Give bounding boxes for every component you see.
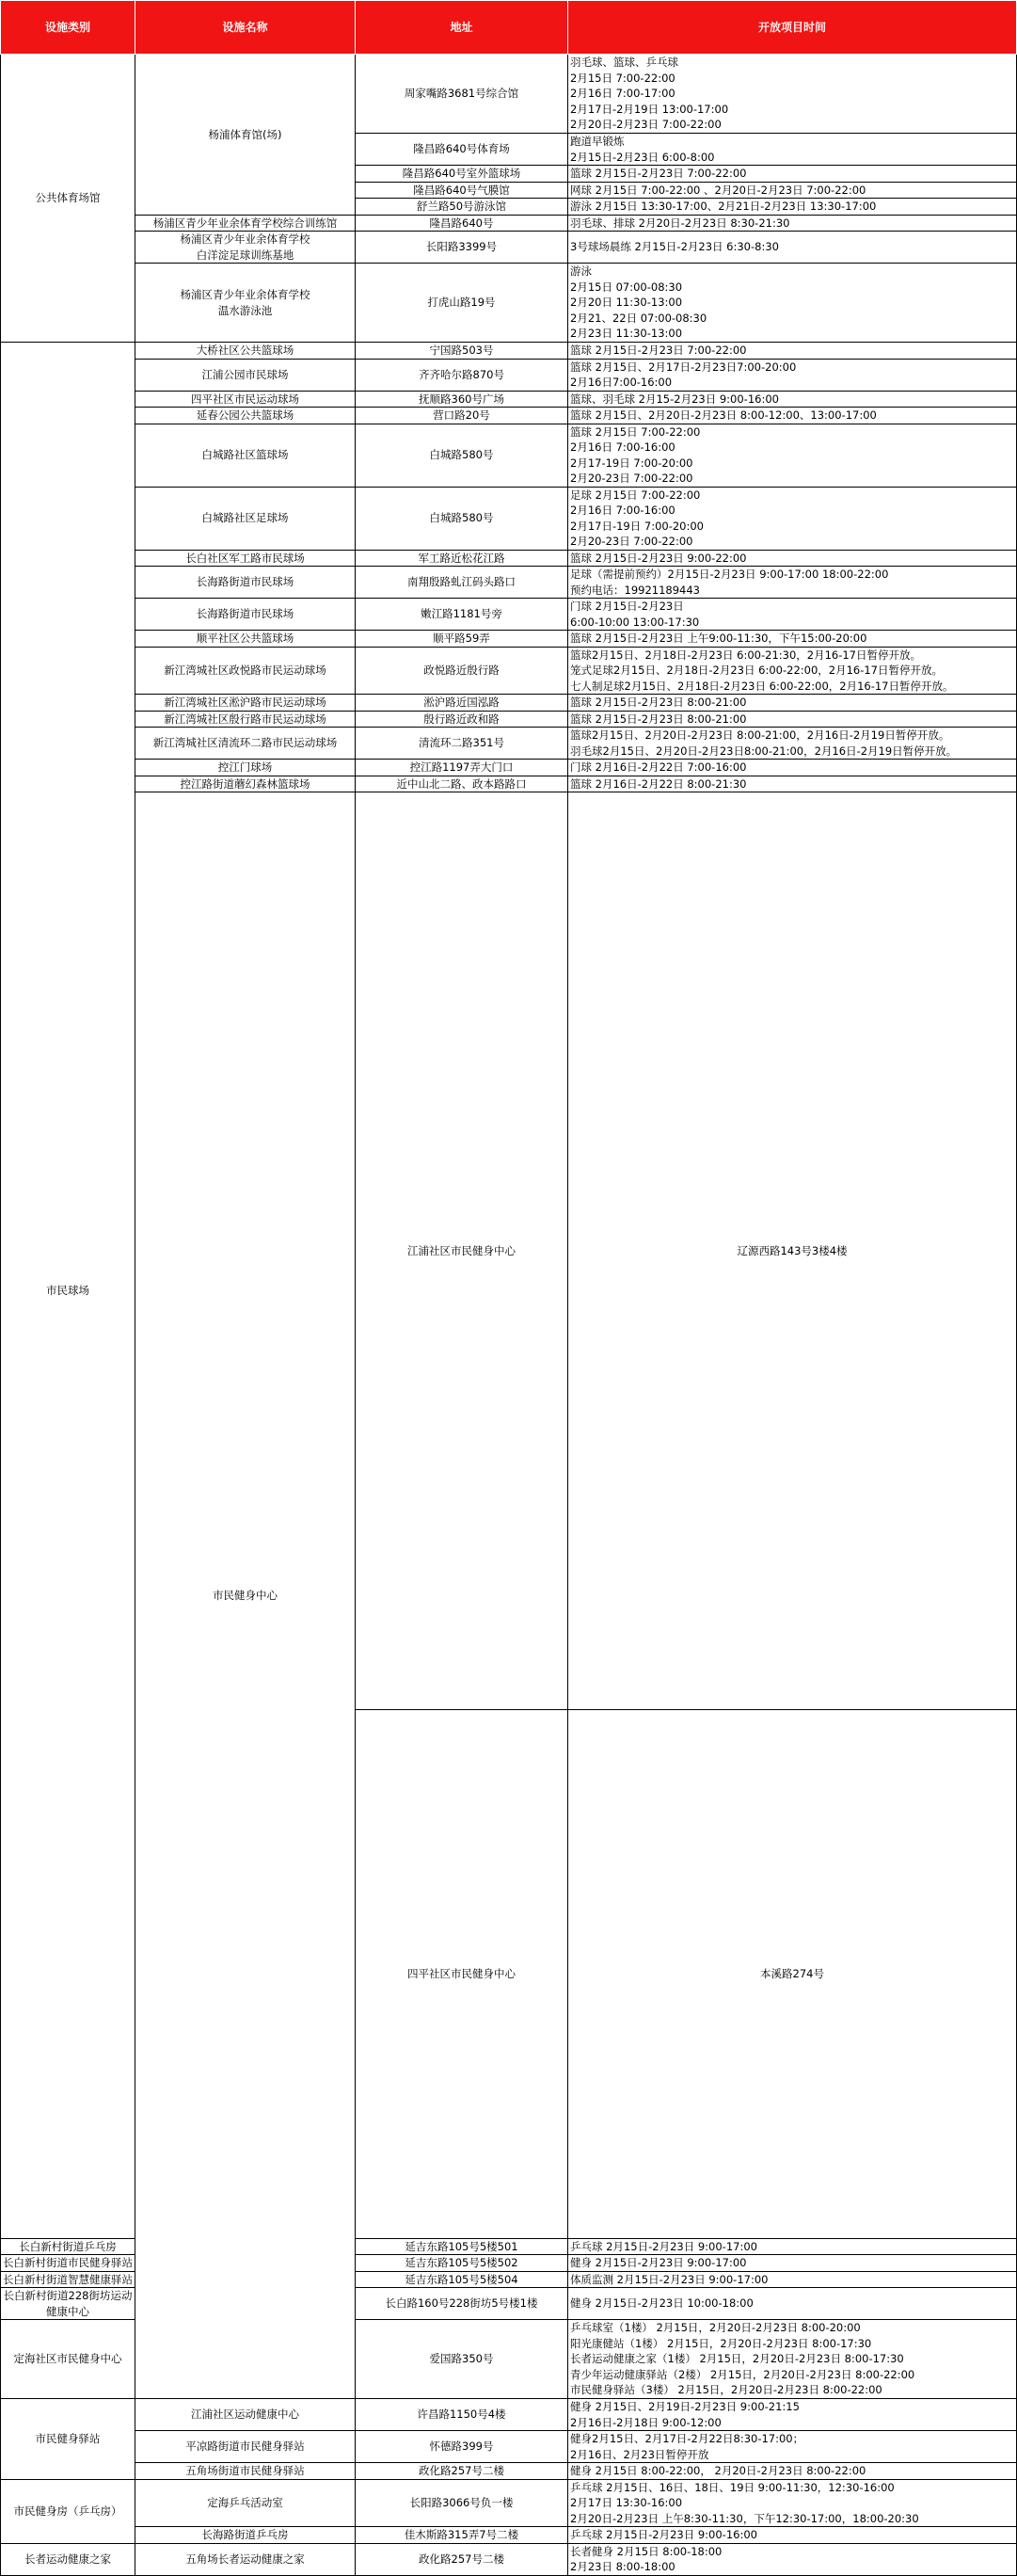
facility-name-cell: 杨浦区青少年业余体育学校综合训练馆 [135,215,356,232]
facility-name-cell: 新江湾城社区政悦路市民运动球场 [135,647,356,695]
facility-name-cell: 四平社区市民运动球场 [135,391,356,408]
opening-hours-cell: 篮球、羽毛球 2月15-2月23日 9:00-16:00 [568,391,1017,408]
opening-hours-cell: 篮球 2月15日、2月17日-2月23日7:00-20:00 2月16日7:00-16:00 [568,359,1017,391]
table-row [1,487,1017,550]
facility-name-cell: 长白新村街道228街坊运动健康中心 [1,2288,135,2320]
table-row [1,760,1017,776]
facility-name-cell: 长白新村街道市民健身驿站 [1,2255,135,2272]
facility-name-cell: 长海路街道乒乓房 [135,2527,356,2544]
table-row [1,567,1017,599]
address-cell: 延吉东路105号5楼502 [356,2255,568,2272]
table-row [1,695,1017,712]
table-row [1,792,1017,1710]
address-cell: 许昌路1150号4楼 [356,2399,568,2431]
opening-hours-cell: 乒乓球室（1楼） 2月15日，2月20日-2月23日 8:00-20:00 阳光康健站（1楼） 2月15日，2月20日-2月23日 8:00-17:30 长者运动健康之家（1楼） 2月15日，2月20日-2月23日 8:00-17:30 青少年运动健康驿站（2楼） 2月15日，2月20日-2月23日 8:00-22:00 市民健身驿站（3楼） 2月15日，2月20日-2月23日 8:00-22:00 [568,2320,1017,2399]
address-cell: 本溪路274号 [568,1709,1017,2238]
facility-name-cell: 五角场街道市民健身驿站 [135,2463,356,2480]
opening-hours-cell: 羽毛球、篮球、乒乓球 2月15日 7:00-22:00 2月16日 7:00-17:00 2月17日-2月19日 13:00-17:00 2月20日-2月23日 7:00-22:00 [568,55,1017,134]
facility-category-cell: 公共体育场馆 [1,55,135,343]
address-cell: 爱国路350号 [356,2320,568,2399]
address-cell: 延吉东路105号5楼504 [356,2271,568,2288]
opening-hours-cell: 乒乓球 2月15日-2月23日 9:00-16:00 [568,2527,1017,2544]
address-cell: 军工路近松花江路 [356,550,568,567]
address-cell: 政悦路近殷行路 [356,647,568,695]
address-cell: 白城路580号 [356,487,568,550]
facility-category-cell: 市民健身驿站 [1,2399,135,2480]
table-row [1,631,1017,648]
address-cell: 顺平路59弄 [356,631,568,648]
table-row [1,424,1017,487]
opening-hours-cell: 篮球2月15日、2月20日-2月23日 8:00-21:00，2月16日-2月19日暂停开放。 羽毛球2月15日、2月20日-2月23日8:00-21:00，2月16日-2月19日暂停开放。 [568,728,1017,760]
facility-name-cell: 定海乒乓活动室 [135,2479,356,2527]
opening-hours-cell: 篮球 2月15日-2月23日 7:00-22:00 [568,343,1017,360]
facility-name-cell: 延春公园公共篮球场 [135,408,356,424]
address-cell: 打虎山路19号 [356,264,568,343]
facility-name-cell: 新江湾城社区殷行路市民运动球场 [135,711,356,728]
facility-name-cell: 长海路街道市民球场 [135,567,356,599]
address-cell: 政化路257号二楼 [356,2543,568,2575]
opening-hours-cell: 门球 2月15日-2月23日 6:00-10:00 13:00-17:30 [568,599,1017,631]
address-cell: 辽源西路143号3楼4楼 [568,792,1017,1710]
facility-name-cell: 白城路社区篮球场 [135,424,356,487]
facility-name-cell: 控江门球场 [135,760,356,776]
table-row [1,776,1017,792]
facility-name-cell: 杨浦区青少年业余体育学校 温水游泳池 [135,264,356,343]
opening-hours-cell: 篮球 2月15日-2月23日 8:00-21:00 [568,711,1017,728]
table-row [1,2479,1017,2527]
table-row [1,2527,1017,2544]
table-row [1,2431,1017,2463]
facility-name-cell: 长白新村街道智慧健康驿站 [1,2271,135,2288]
facility-name-cell: 长海路街道市民球场 [135,599,356,631]
address-cell: 舒兰路50号游泳馆 [356,199,568,216]
facility-name-cell: 新江湾城社区清流环二路市民运动球场 [135,728,356,760]
opening-hours-cell: 篮球 2月15日-2月23日 上午9:00-11:30，下午15:00-20:00 [568,631,1017,648]
opening-hours-cell: 健身 2月15日-2月23日 9:00-17:00 [568,2255,1017,2272]
address-cell: 齐齐哈尔路870号 [356,359,568,391]
address-cell: 宁国路503号 [356,343,568,360]
header-facility-name: 设施名称 [135,1,356,55]
address-cell: 隆昌路640号气膜馆 [356,182,568,199]
address-cell: 控江路1197弄大门口 [356,760,568,776]
opening-hours-cell: 乒乓球 2月15日、16日、18日、19日 9:00-11:30，12:30-16:00 2月17日 13:30-16:00 2月20日-2月23日 上午8:30-11:30，下午12:30-17:00，18:00-20:30 [568,2479,1017,2527]
address-cell: 延吉东路105号5楼501 [356,2238,568,2255]
facility-name-cell: 顺平社区公共篮球场 [135,631,356,648]
address-cell: 抚顺路360号广场 [356,391,568,408]
facility-name-cell: 定海社区市民健身中心 [1,2320,135,2399]
opening-hours-cell: 乒乓球 2月15日-2月23日 9:00-17:00 [568,2238,1017,2255]
table-row [1,55,1017,134]
address-cell: 营口路20号 [356,408,568,424]
table-body [1,55,1017,2576]
table-row [1,391,1017,408]
address-cell: 长阳路3066号负一楼 [356,2479,568,2527]
table-row [1,2543,1017,2575]
table-row [1,264,1017,343]
table-header-row [1,1,1017,55]
opening-hours-cell: 篮球 2月15日-2月23日 9:00-22:00 [568,550,1017,567]
opening-hours-cell: 3号球场晨练 2月15日-2月23日 6:30-8:30 [568,232,1017,264]
opening-hours-cell: 篮球 2月15日 7:00-22:00 2月16日 7:00-16:00 2月17-19日 7:00-20:00 2月20-23日 7:00-22:00 [568,424,1017,487]
table-row [1,2463,1017,2480]
opening-hours-cell: 健身 2月15日-2月23日 10:00-18:00 [568,2288,1017,2320]
facility-name-cell: 江浦社区运动健康中心 [135,2399,356,2431]
facility-name-cell: 长白社区军工路市民球场 [135,550,356,567]
opening-hours-cell: 健身 2月15日、2月19日-2月23日 9:00-21:15 2月16日-2月18日 9:00-12:00 [568,2399,1017,2431]
header-address: 地址 [356,1,568,55]
table-row [1,343,1017,360]
opening-hours-cell: 足球（需提前预约）2月15日-2月23日 9:00-17:00 18:00-22:00 预约电话：19921189443 [568,567,1017,599]
table-row [1,359,1017,391]
opening-hours-cell: 门球 2月16日-2月22日 7:00-16:00 [568,760,1017,776]
facility-name-cell: 控江路街道蘑幻森林篮球场 [135,776,356,792]
facility-category-cell: 市民健身中心 [135,792,356,2399]
facility-category-cell: 市民球场 [1,343,135,2239]
opening-hours-cell: 羽毛球、排球 2月20日-2月23日 8:30-21:30 [568,215,1017,232]
address-cell: 政化路257号二楼 [356,2463,568,2480]
address-cell: 周家嘴路3681号综合馆 [356,55,568,134]
table-row [1,599,1017,631]
table-row [1,711,1017,728]
facility-category-cell: 市民健身房（乒乓房） [1,2479,135,2543]
address-cell: 近中山北二路、政本路路口 [356,776,568,792]
facility-name-cell: 五角场长者运动健康之家 [135,2543,356,2575]
opening-hours-cell: 足球 2月15日 7:00-22:00 2月16日 7:00-16:00 2月17日-19日 7:00-20:00 2月20-23日 7:00-22:00 [568,487,1017,550]
address-cell: 殷行路近政和路 [356,711,568,728]
header-opening-hours: 开放项目时间 [568,1,1017,55]
facility-name-cell: 平凉路街道市民健身驿站 [135,2431,356,2463]
table-row [1,2399,1017,2431]
address-cell: 长白路160号228街坊5号楼1楼 [356,2288,568,2320]
opening-hours-cell: 篮球 2月15日-2月23日 8:00-21:00 [568,695,1017,712]
table-row [1,550,1017,567]
header-category: 设施类别 [1,1,135,55]
address-cell: 清流环二路351号 [356,728,568,760]
address-cell: 白城路580号 [356,424,568,487]
table-row [1,408,1017,424]
opening-hours-cell: 篮球 2月15日、2月20日-2月23日 8:00-12:00、13:00-17:00 [568,408,1017,424]
address-cell: 隆昌路640号室外篮球场 [356,166,568,183]
facility-name-cell: 白城路社区足球场 [135,487,356,550]
address-cell: 怀德路399号 [356,2431,568,2463]
table-row [1,647,1017,695]
opening-hours-cell: 网球 2月15日 7:00-22:00 、2月20日-2月23日 7:00-22:00 [568,182,1017,199]
table-row [1,728,1017,760]
address-cell: 南翔殷路虬江码头路口 [356,567,568,599]
facility-name-cell: 四平社区市民健身中心 [356,1709,568,2238]
opening-hours-cell: 篮球 2月15日-2月23日 7:00-22:00 [568,166,1017,183]
facility-name-cell: 杨浦体育馆(场) [135,55,356,216]
facility-name-cell: 长白新村街道乒乓房 [1,2238,135,2255]
address-cell: 嫩江路1181号旁 [356,599,568,631]
facility-category-cell: 长者运动健康之家 [1,2543,135,2575]
address-cell: 长阳路3399号 [356,232,568,264]
opening-hours-cell: 健身2月15日、2月17日-2月22日8:30-17:00； 2月16日、2月23日暂停开放 [568,2431,1017,2463]
facility-name-cell: 江浦公园市民球场 [135,359,356,391]
address-cell: 佳木斯路315弄7号二楼 [356,2527,568,2544]
opening-hours-cell: 游泳 2月15日 13:30-17:00、2月21日-2月23日 13:30-17:00 [568,199,1017,216]
facility-name-cell: 大桥社区公共篮球场 [135,343,356,360]
table-row [1,232,1017,264]
facility-name-cell: 杨浦区青少年业余体育学校 白洋淀足球训练基地 [135,232,356,264]
opening-hours-cell: 游泳 2月15日 07:00-08:30 2月20日 11:30-13:00 2月21、22日 07:00-08:30 2月23日 11:30-13:00 [568,264,1017,343]
table-row [1,215,1017,232]
opening-hours-cell: 体质监测 2月15日-2月23日 9:00-17:00 [568,2271,1017,2288]
opening-hours-cell: 长者健身 2月15日 8:00-18:00 2月23日 8:00-18:00 [568,2543,1017,2575]
facility-name-cell: 江浦社区市民健身中心 [356,792,568,1710]
address-cell: 隆昌路640号 [356,215,568,232]
facility-name-cell: 新江湾城社区淞沪路市民运动球场 [135,695,356,712]
opening-hours-cell: 篮球 2月16日-2月22日 8:00-21:30 [568,776,1017,792]
opening-hours-cell: 篮球2月15日、2月18日-2月23日 6:00-21:30，2月16-17日暂停开放。 笼式足球2月15日、2月18日-2月23日 6:00-22:00，2月16-17日暂停开放。 七人制足球2月15日、2月18日-2月23日 6:00-22:00，2月16-17日暂停开放。 [568,647,1017,695]
opening-hours-cell: 健身 2月15日 8:00-22:00， 2月20日-2月23日 8:00-22:00 [568,2463,1017,2480]
address-cell: 隆昌路640号体育场 [356,134,568,166]
address-cell: 淞沪路近国泓路 [356,695,568,712]
opening-hours-cell: 跑道早锻炼 2月15日-2月23日 6:00-8:00 [568,134,1017,166]
